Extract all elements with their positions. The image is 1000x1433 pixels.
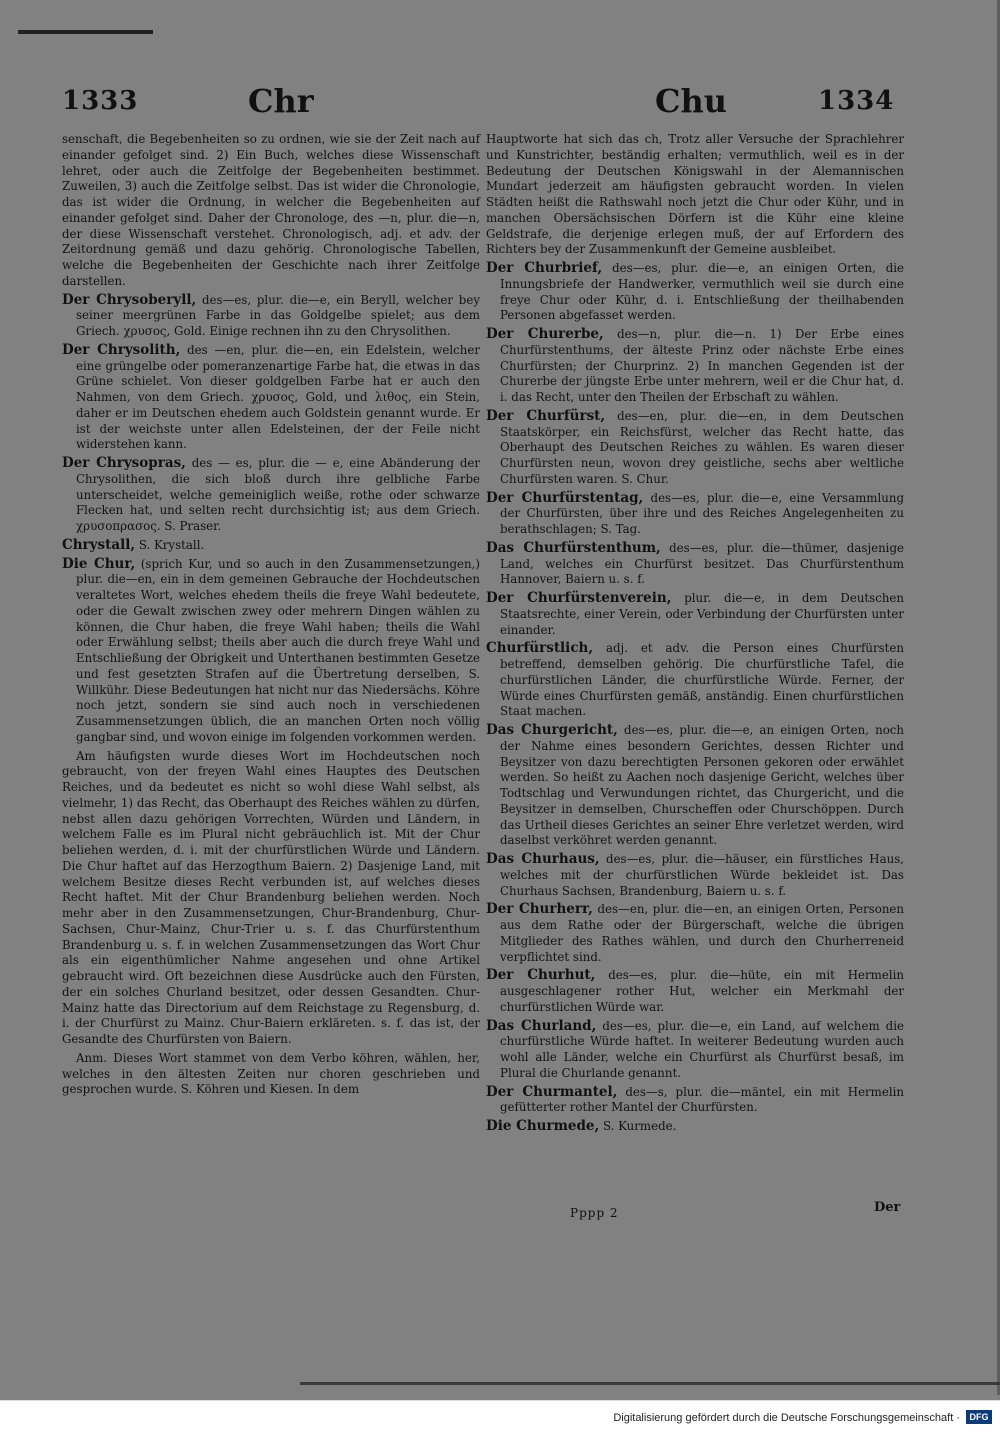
- bottom-rule: [300, 1382, 1000, 1385]
- entry-headword: Churfürstlich,: [486, 640, 594, 657]
- entry-headword: Der Churfürstenverein,: [486, 590, 672, 606]
- dictionary-entry: [486, 968, 904, 1015]
- entry-text: des—es, plur. die—e, eine Versammlung der Churfürsten, über ihre und des Reiches Angelegenheiten zu berathschlagen; S. Tag.: [500, 490, 905, 536]
- dictionary-entry: [62, 132, 480, 290]
- entry-text: Anm. Dieses Wort stammet von dem Verbo köhren, wählen, her, welches in den ältesten Zeiten nur choren geschrieben und gesprochen wurde. S. Köhren und Kiesen. In dem: [62, 1050, 480, 1097]
- entry-headword: Der Churfürstentag,: [486, 489, 644, 506]
- entry-text: des—en, plur. die—en, an einigen Orten, Personen aus dem Rathe oder der Bürgerschaft, welche die übrigen Mitglieder des Rathes wählen, und durch den Churherreneid verpflichtet sind.: [500, 902, 904, 964]
- dictionary-entry: [486, 409, 904, 488]
- entry-headword: Chrystall,: [62, 536, 136, 553]
- page-number-right: 1334: [818, 86, 895, 116]
- scan-edge-mark: [18, 30, 153, 34]
- entry-headword: Das Churland,: [486, 1017, 597, 1034]
- entry-headword: Das Churfürstenthum,: [486, 539, 661, 556]
- entry-headword: Der Churfürst,: [486, 407, 606, 424]
- entry-text: des—s, plur. die—mäntel, ein mit Hermelin gefütterter rother Mantel der Churfürsten.: [500, 1084, 904, 1115]
- dfg-logo-icon: DFG: [966, 1410, 992, 1424]
- signature-mark: Pppp 2: [570, 1206, 619, 1220]
- dictionary-entry: [486, 852, 904, 899]
- dictionary-entry: [486, 902, 904, 965]
- right-column: [486, 132, 904, 1138]
- catchword: Der: [874, 1200, 901, 1215]
- footer-bar: [0, 1400, 1000, 1433]
- entry-text: des—es, plur. die—e, ein Beryll, welcher bey seiner meergrünen Farbe in das Goldgelbe spielet; aus dem Griech. χρυσος, Gold. Einige rechnen ihn zu den Chrysolithen.: [76, 292, 480, 338]
- entry-text: des—en, plur. die—en, in dem Deutschen Staatskörper, ein Reichsfürst, welcher das Recht hatte, das Oberhaupt des Deutschen Reiches zu wählen. Es waren dieser Churfürsten neun, wovon drey geistliche, sechs aber weltliche Churfürsten waren. S. Chur.: [500, 408, 904, 486]
- running-head-right: Chu: [655, 82, 727, 120]
- entry-headword: Der Churerbe,: [486, 326, 604, 342]
- entry-headword: Der Churbrief,: [486, 260, 603, 276]
- dictionary-entry: [486, 541, 904, 588]
- dictionary-entry: [486, 132, 904, 258]
- entry-headword: Der Churherr,: [486, 901, 593, 918]
- running-head-left: Chr: [248, 82, 314, 120]
- dictionary-entry: [62, 456, 480, 535]
- entry-text: adj. et adv. die Person eines Churfürsten betreffend, demselben gehörig. Die churfürstliche Tafel, die churfürstlichen Länder, die churfürstliche Würde. Ferner, der Würde eines Churfürsten gemäß, anständig. Einen churfürstlichen Staat machen.: [500, 641, 904, 719]
- dictionary-entry: [62, 343, 480, 453]
- dictionary-entry: [486, 261, 904, 324]
- entry-text: plur. die—e, in dem Deutschen Staatsrechte, einer Verein, oder Verbindung der Churfürsten unter einander.: [500, 591, 904, 637]
- dictionary-entry: [486, 591, 904, 638]
- entry-text: des—es, plur. die—e, ein Land, auf welchem die churfürstliche Würde haftet. In weiterer Bedeutung wurden auch wohl alle Länder, welche ein Churfürst als Churfürst besaß, im Plural die Churlande genannt.: [500, 1018, 904, 1080]
- dictionary-paragraph: [62, 1051, 480, 1098]
- entry-headword: Die Churmede,: [486, 1118, 600, 1134]
- entry-headword: Der Chrysoberyll,: [62, 291, 197, 308]
- dictionary-entry: [62, 557, 480, 746]
- entry-text: senschaft, die Begebenheiten so zu ordnen, wie sie der Zeit nach auf einander gefolget sind. 2) Ein Buch, welches diese Wissenschaft lehret, oder auch die Zeitfolge der Begebenheiten bestimmet. Zuweilen, 3) auch die Zeitfolge selbst. Das ist wider die Chronologie, das ist wider die Ordnung, in welcher die Begebenheiten auf einander gefolget sind. Daher der Chronologe, des —n, plur. die—n, der diese Wissenschaft verstehet. Chronologisch, adj. et adv. der Zeitordnung gemäß und dazu gehörig. Chronologische Tabellen, welche die Begebenheiten der Geschichte nach ihrer Zeitfolge darstellen.: [62, 132, 480, 288]
- entry-text: Am häufigsten wurde dieses Wort im Hochdeutschen noch gebraucht, von der freyen Wahl eines Hauptes des Deutschen Reiches, und da bedeutet es nicht so wohl diese Wahl selbst, als vielmehr, 1) das Recht, das Oberhaupt des Reiches wählen zu dürfen, nebst allen dazu gehörigen Vorrechten, Würden und Ländern, in welchem Falle es im Plural nicht gebräuchlich ist. Mit der Chur beliehen werden, d. i. mit der churfürstlichen Würde und Ländern. Die Chur haftet auf das Herzogthum Baiern. 2) Dasjenige Land, mit welchem Besitze dieses Recht verbunden ist, auf welches dieses Recht haftet. Mit der Chur Brandenburg beliehen werden. Noch mehr aber in den Zusammensetzungen, Chur-Brandenburg, Chur-Sachsen, Chur-Mainz, Chur-Trier u. s. f. das Churfürstenthum Brandenburg u. s. f. in welchen Zusammensetzungen das Wort Chur als ein eigenthümlicher Nahme angesehen und ohne Artikel gebraucht wird. Oft bezeichnen diese Ausdrücke auch den Fürsten, der ein solches Churland besitzet, oder dessen Gesandten. Chur-Mainz hatte das Directorium auf dem Reichstage zu Regensburg, d. i. der Churfürst zu Mainz. Chur-Baiern erkläreten. s. f. das ist, der Gesandte des Churfürsten von Baiern.: [62, 748, 480, 1046]
- dictionary-entry: [486, 1019, 904, 1082]
- dictionary-entry: [486, 327, 904, 406]
- dictionary-entry: [486, 1119, 904, 1135]
- entry-text: S. Krystall.: [138, 537, 205, 552]
- footer-credit: Digitalisierung gefördert durch die Deutsche Forschungsgemeinschaft ·: [613, 1412, 960, 1424]
- entry-text: des—n, plur. die—n. 1) Der Erbe eines Churfürstenthums, der älteste Prinz oder nächste Erbe eines Churfürsten; der Churprinz. 2) In manchen Gegenden ist der Churerbe der jüngste Erbe unter mehrern, weil er die Chur hat, d. i. das Recht, unter den Theilen der Erbschaft zu wählen.: [500, 327, 904, 404]
- entry-text: des—es, plur. die—e, an einigen Orten, noch der Nahme eines besondern Gerichtes, dessen Richter und Beysitzer von dazu berechtigten Personen gekoren oder erwählet werden. So heißt zu Aachen noch dasjenige Gericht, welches über Todtschlag und Verwundungen richtet, das Churgericht, und die Beysitzer in demselben, Churscheffen oder Churschöppen. Durch das Urtheil dieses Gerichtes an seiner Ehre verletzet werden, wird daselbst verköhret werden genannt.: [500, 723, 905, 848]
- entry-text: des—es, plur. die—hüte, ein mit Hermelin ausgeschlagener rother Hut, welcher ein Merkmahl der churfürstlichen Würde war.: [500, 968, 904, 1014]
- dictionary-entry: [486, 491, 904, 538]
- entry-text: (sprich Kur, und so auch in den Zusammensetzungen,) plur. die—en, ein in dem gemeinen Gebrauche der Hochdeutschen veraltetes Wort, welches ehedem theils die freye Wahl bedeutete, oder die Gewalt zwischen zwey oder mehrern Dingen wählen zu können, die Chur haben, die freye Wahl haben; theils die Wahl oder Erwählung selbst; theils aber auch die durch freye Wahl und Entschließung der Obrigkeit und Unterthanen bestimmten Gesetze und fest gesetzten Strafen auf die Übertretung derselben, S. Willkühr. Diese Bedeutungen hat nicht nur das Niedersächs. Köhre noch jetzt, sondern sie sind auch noch in verschiedenen Zusammensetzungen üblich, die an manchen Orten noch völlig gangbar sind, und wovon einige im folgenden vorkommen werden.: [76, 556, 480, 744]
- entry-headword: Das Churhaus,: [486, 851, 600, 867]
- dictionary-entry: [486, 723, 904, 849]
- dictionary-paragraph: [62, 749, 480, 1048]
- entry-text: des —en, plur. die—en, ein Edelstein, welcher eine grüngelbe oder pomeranzenartige Farbe hat, die etwas in das Grüne schielet. Von dieser goldgelben Farbe hat er auch den Nahmen, von dem Griech. χρυσος, Gold, und λιθος, ein Stein, daher er im Deutschen ehedem auch Goldstein genannt wurde. Er ist der weichste unter allen Edelsteinen, der der Feile nicht widerstehen kann.: [76, 342, 480, 452]
- entry-text: S. Kurmede.: [602, 1119, 677, 1133]
- entry-headword: Die Chur,: [62, 555, 136, 572]
- entry-text: des—es, plur. die—häuser, ein fürstliches Haus, welches mit der churfürstlichen Würde bekleidet ist. Das Churhaus Sachsen, Brandenburg, Baiern u. s. f.: [500, 852, 905, 898]
- entry-text: des — es, plur. die — e, eine Abänderung der Chrysolithen, die sich bloß durch ihre gelbliche Farbe unterscheidet, welche gemeiniglich weiße, rothe oder schwarze Flecken hat, und selten recht durchsichtig ist; aus dem Griech. χρυσοπρασος. S. Praser.: [76, 456, 480, 533]
- dictionary-entry: [62, 293, 480, 340]
- left-column: [62, 132, 480, 1101]
- entry-headword: Der Chrysolith,: [62, 341, 181, 358]
- entry-text: Hauptworte hat sich das ch, Trotz aller Versuche der Sprachlehrer und Kunstrichter, beständig erhalten; vermuthlich, weil es in der Bedeutung der Deutschen Königswahl in der Alemannischen Mundart jederzeit am häufigsten gebraucht worden. In vielen Städten heißt die Rathswahl noch jetzt die Chur oder Kühr, und in manchen Obersächsischen Dörfern ist die Kühr eine kleine Geldstrafe, die derjenige erlegen muß, der auf Erfordern des Richters bey der Zusammenkunft der Gemeine ausbleibet.: [486, 132, 904, 257]
- entry-headword: Der Chrysopras,: [62, 455, 186, 471]
- page-number-left: 1333: [62, 86, 139, 116]
- dictionary-entry: [486, 641, 904, 720]
- entry-headword: Der Churmantel,: [486, 1083, 618, 1100]
- entry-headword: Das Churgericht,: [486, 722, 618, 738]
- entry-headword: Der Churhut,: [486, 967, 596, 984]
- dictionary-entry: [62, 538, 480, 554]
- entry-text: des—es, plur. die—e, an einigen Orten, die Innungsbriefe der Handwerker, vermuthlich weil sie durch eine freye Chur oder Kühr, d. i. Entschließung der theilhabenden Personen abgefasset werden.: [500, 261, 905, 323]
- entry-text: des—es, plur. die—thümer, dasjenige Land, welches ein Churfürst besitzet. Das Churfürstenthum Hannover, Baiern u. s. f.: [500, 540, 904, 587]
- dictionary-entry: [486, 1085, 904, 1117]
